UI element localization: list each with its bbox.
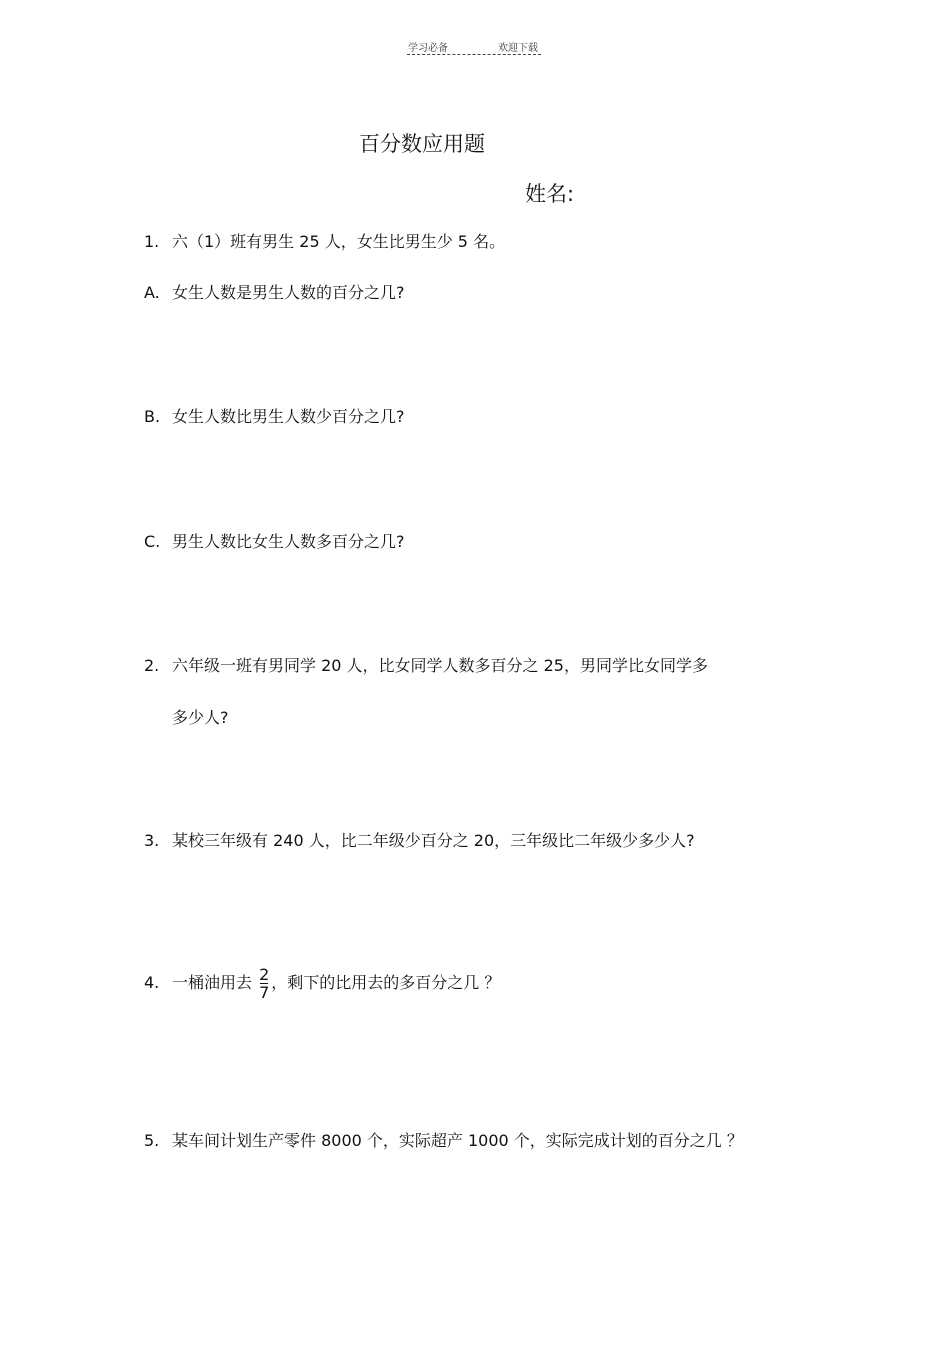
question-3 — [144, 831, 695, 851]
question-number: 1. — [144, 232, 160, 251]
question-text: 六（1）班有男生 25 人，女生比男生少 5 名。 — [172, 232, 506, 251]
question-number: 3. — [144, 831, 160, 850]
question-text-before: 一桶油用去 — [172, 973, 253, 992]
question-text: 男生人数比女生人数多百分之几? — [172, 532, 405, 551]
question-4 — [144, 966, 500, 1001]
question-text-line1: 六年级一班有男同学 20 人，比女同学人数多百分之 25，男同学比女同学多 — [172, 656, 708, 675]
question-text-after: ，剩下的比用去的多百分之几 ？ — [271, 973, 501, 992]
question-text: 某校三年级有 240 人，比二年级少百分之 20，三年级比二年级少多少人? — [172, 831, 695, 850]
question-number: 4. — [144, 973, 160, 992]
header-divider — [407, 54, 541, 55]
question-text: 女生人数是男生人数的百分之几? — [172, 283, 405, 302]
header-left-text: 学习必备 — [408, 43, 448, 54]
fraction — [259, 966, 269, 1001]
question-1a — [144, 283, 405, 303]
question-1b — [144, 407, 405, 427]
question-5 — [144, 1131, 743, 1151]
question-1c — [144, 532, 405, 552]
fraction-numerator: 2 — [259, 965, 270, 984]
question-number: B. — [144, 407, 161, 426]
header-right-text: 欢迎下载 — [498, 43, 538, 54]
question-number: A. — [144, 283, 160, 302]
question-number: 2. — [144, 656, 160, 675]
question-text: 女生人数比男生人数少百分之几? — [172, 407, 405, 426]
question-text: 某车间计划生产零件 8000 个，实际超产 1000 个，实际完成计划的百分之几 ？ — [172, 1131, 743, 1150]
question-number: 5. — [144, 1131, 160, 1150]
page-title: 百分数应用题 — [359, 132, 485, 156]
question-number: C. — [144, 532, 161, 551]
question-1 — [144, 232, 505, 252]
name-label: 姓名: — [525, 182, 575, 206]
fraction-denominator: 7 — [259, 983, 270, 1002]
question-2 — [144, 656, 708, 676]
question-2-continuation: 多少人? — [172, 708, 229, 727]
